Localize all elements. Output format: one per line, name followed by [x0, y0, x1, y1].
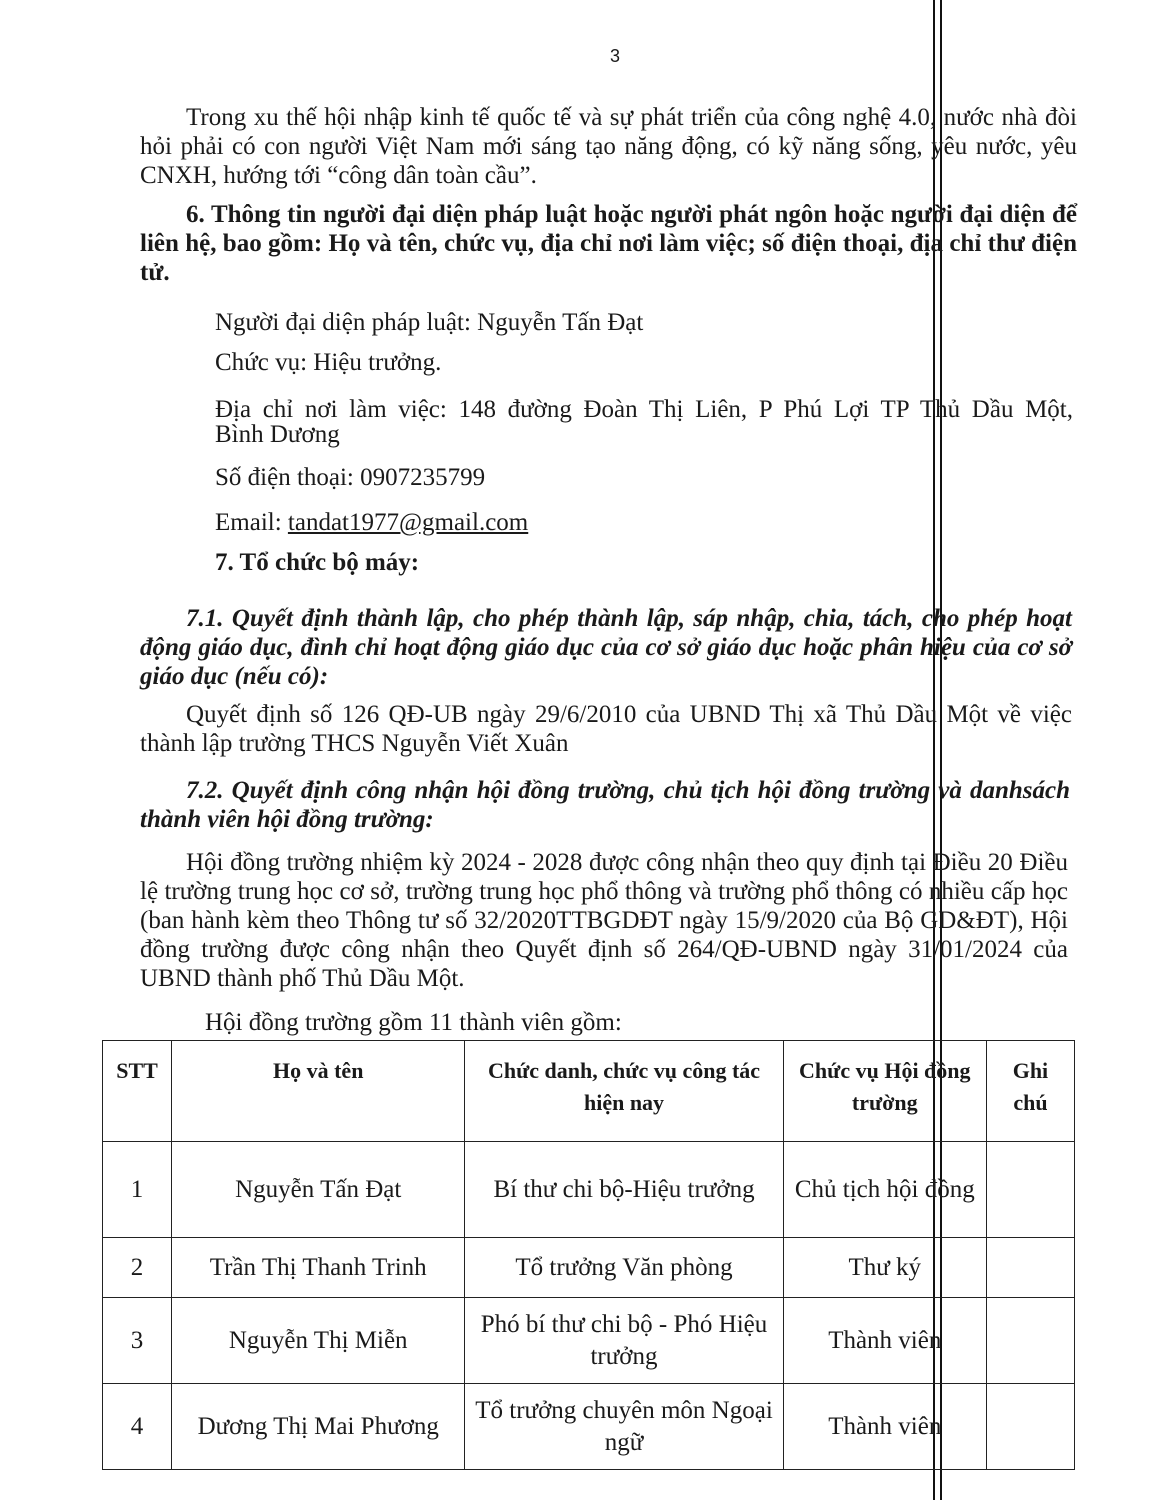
intro-paragraph: Trong xu thế hội nhập kinh tế quốc tế và sự phát triển của công nghệ 4.0, nước nhà đòi hỏi phải có con người Việt Nam mới sáng tạo năng động, có kỹ năng sống, yêu nước, yêu CNXH, hướng tới “công dân toàn cầu”. — [140, 104, 1077, 189]
cell-board: Chủ tịch hội đồng — [783, 1142, 986, 1238]
table-row — [103, 1384, 1075, 1470]
cell-name: Trần Thị Thanh Trinh — [172, 1238, 465, 1298]
table-row — [103, 1142, 1075, 1238]
representative-line: Người đại diện pháp luật: Nguyễn Tấn Đạt — [215, 309, 644, 336]
address-line-2: Bình Dương — [215, 421, 340, 448]
cell-board: Thư ký — [783, 1238, 986, 1298]
email-line — [215, 508, 528, 537]
cell-role: Tổ trưởng Văn phòng — [465, 1238, 783, 1298]
address-line-1: Địa chỉ nơi làm việc: 148 đường Đoàn Thị Liên, P Phú Lợi TP Thủ Dầu Một, — [215, 396, 1073, 423]
cell-stt: 4 — [103, 1384, 172, 1470]
cell-role: Phó bí thư chi bộ - Phó Hiệu trưởng — [465, 1298, 783, 1384]
cell-note — [986, 1298, 1074, 1384]
email-link[interactable]: tandat1977@gmail.com — [287, 509, 529, 536]
cell-stt: 3 — [103, 1298, 172, 1384]
cell-stt: 1 — [103, 1142, 172, 1238]
email-label: Email: — [215, 509, 288, 536]
cell-stt: 2 — [103, 1238, 172, 1298]
section-7-2-text: Hội đồng trường nhiệm kỳ 2024 - 2028 được công nhận theo quy định tại Điều 20 Điều lệ trường trung học cơ sở, trường trung học phổ thông và trường phổ thông có nhiều cấp học (ban hành kèm theo Thông tư số 32/2020TTBGDĐT ngày 15/9/2020 của Bộ GD&ĐT), Hội đồng trường được công nhận theo Quyết định số 264/QĐ-UBND ngày 31/01/2024 của UBND thành phố Thủ Dầu Một. — [140, 849, 1068, 992]
section-7-1-text: Quyết định số 126 QĐ-UB ngày 29/6/2010 của UBND Thị xã Thủ Dầu Một về việc thành lập trường THCS Nguyễn Viết Xuân — [140, 701, 1072, 757]
cell-role: Bí thư chi bộ-Hiệu trưởng — [465, 1142, 783, 1238]
section-7-heading: 7. Tổ chức bộ máy: — [215, 549, 420, 576]
cell-note — [986, 1384, 1074, 1470]
council-members-table — [102, 1040, 1075, 1470]
header-stt: STT — [103, 1041, 172, 1142]
table-row — [103, 1238, 1075, 1298]
cell-role: Tổ trưởng chuyên môn Ngoại ngữ — [465, 1384, 783, 1470]
header-board: Chức vụ Hội đồng trường — [783, 1041, 986, 1142]
cell-board: Thành viên — [783, 1384, 986, 1470]
cell-name: Dương Thị Mai Phương — [172, 1384, 465, 1470]
table-row — [103, 1298, 1075, 1384]
section-7-1-heading: 7.1. Quyết định thành lập, cho phép thành lập, sáp nhập, chia, tách, cho phép hoạt động giáo dục, đình chỉ hoạt động giáo dục của cơ sở giáo dục hoặc phân hiệu của cơ sở giáo dục (nếu có): — [140, 605, 1072, 690]
phone-line: Số điện thoại: 0907235799 — [215, 464, 486, 491]
cell-name: Nguyễn Tấn Đạt — [172, 1142, 465, 1238]
cell-note — [986, 1142, 1074, 1238]
header-note: Ghi chú — [986, 1041, 1074, 1142]
position-line: Chức vụ: Hiệu trưởng. — [215, 349, 442, 376]
table-header-row — [103, 1041, 1075, 1142]
header-role: Chức danh, chức vụ công tác hiện nay — [465, 1041, 783, 1142]
header-name: Họ và tên — [172, 1041, 465, 1142]
cell-name: Nguyễn Thị Miễn — [172, 1298, 465, 1384]
page-number: 3 — [609, 46, 620, 66]
section-6-heading: 6. Thông tin người đại diện pháp luật hoặc người phát ngôn hoặc người đại diện để liên hệ, bao gồm: Họ và tên, chức vụ, địa chỉ nơi làm việc; số điện thoại, địa chỉ thư điện tử. — [140, 201, 1077, 286]
members-intro: Hội đồng trường gồm 11 thành viên gồm: — [205, 1009, 622, 1036]
cell-note — [986, 1238, 1074, 1298]
section-7-2-heading: 7.2. Quyết định công nhận hội đồng trường, chủ tịch hội đồng trường và danhsách thành viên hội đồng trường: — [140, 777, 1070, 833]
cell-board: Thành viên — [783, 1298, 986, 1384]
